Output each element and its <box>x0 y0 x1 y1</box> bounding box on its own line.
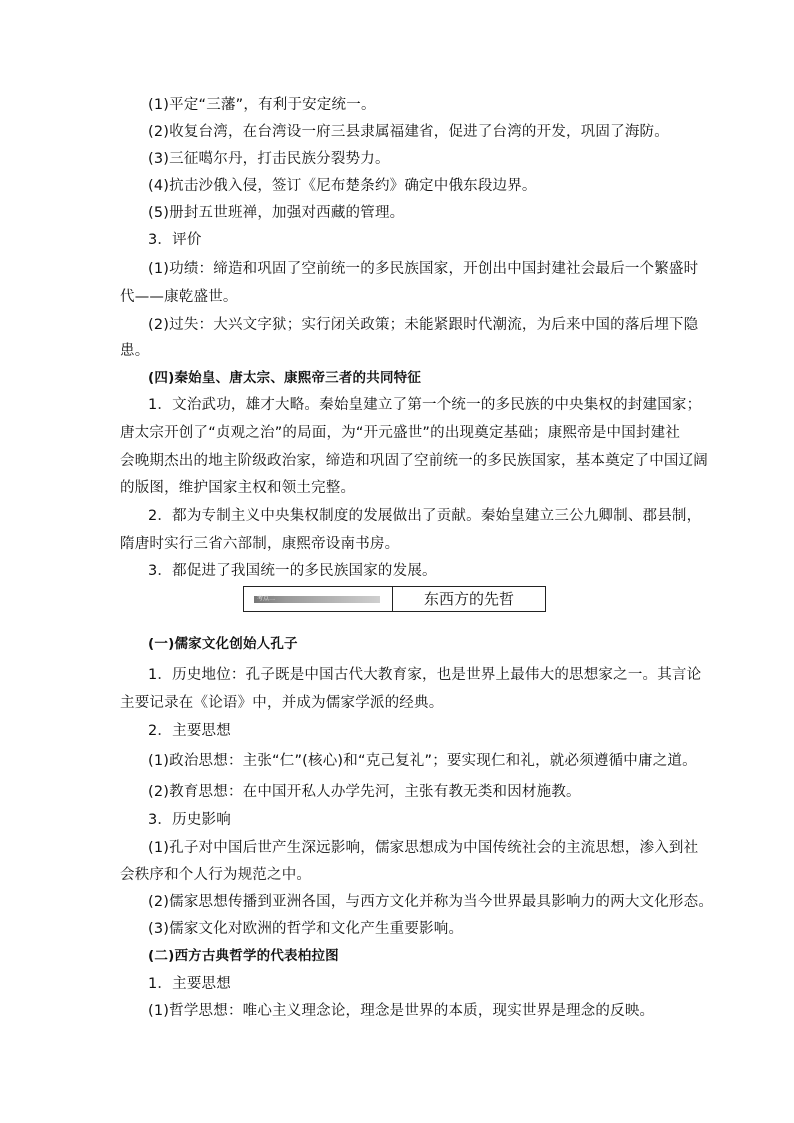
text-line: (1)政治思想：主张“仁”(核心)和“克己复礼”；要实现仁和礼，就必须遵循中庸之道。 <box>148 753 697 769</box>
text-line: 隋唐时实行三省六部制，康熙帝设南书房。 <box>120 536 400 552</box>
heading-evaluation: 3．评价 <box>148 232 202 248</box>
section-tag-banner <box>254 596 380 603</box>
section-title: 东西方的先哲 <box>423 590 514 608</box>
text-line: (3)三征噶尔丹，打击民族分裂势力。 <box>148 151 390 167</box>
text-line: (2)收复台湾，在台湾设一府三县隶属福建省，促进了台湾的开发，巩固了海防。 <box>148 124 669 140</box>
heading-historical-influence: 3．历史影响 <box>148 812 231 828</box>
subheading-common-features: (四)秦始皇、唐太宗、康熙帝三者的共同特征 <box>148 370 422 386</box>
text-line: 主要记录在《论语》中，并成为儒家学派的经典。 <box>120 695 444 711</box>
text-line: (5)册封五世班禅，加强对西藏的管理。 <box>148 205 405 221</box>
text-line: 1．文治武功，雄才大略。秦始皇建立了第一个统一的多民族的中央集权的封建国家； <box>148 397 702 413</box>
text-line: 唐太宗开创了“贞观之治”的局面，为“开元盛世”的出现奠定基础；康熙帝是中国封建社 <box>120 425 681 441</box>
section-tag-label: 考点二 <box>257 595 276 602</box>
text-line: (2)过失：大兴文字狱；实行闭关政策；未能紧跟时代潮流，为后来中国的落后埋下隐 <box>148 317 699 333</box>
text-line: (2)教育思想：在中国开私人办学先河，主张有教无类和因材施教。 <box>148 784 581 800</box>
text-line: 代——康乾盛世。 <box>120 289 238 305</box>
section-header-box <box>243 586 546 612</box>
subheading-confucius: (一)儒家文化创始人孔子 <box>148 636 298 652</box>
heading-main-ideas-plato: 1．主要思想 <box>148 976 231 992</box>
text-line: (4)抗击沙俄入侵，签订《尼布楚条约》确定中俄东段边界。 <box>148 178 537 194</box>
text-line: 会秩序和个人行为规范之中。 <box>120 867 312 883</box>
subheading-plato: (二)西方古典哲学的代表柏拉图 <box>148 948 339 964</box>
text-line: 2．都为专制主义中央集权制度的发展做出了贡献。秦始皇建立三公九卿制、郡县制， <box>148 508 702 524</box>
text-line: (1)平定“三藩”，有利于安定统一。 <box>148 97 376 113</box>
text-line: 患。 <box>120 343 150 359</box>
text-line: 3．都促进了我国统一的多民族国家的发展。 <box>148 563 437 579</box>
section-tag-cell <box>244 587 393 611</box>
text-line: (2)儒家思想传播到亚洲各国，与西方文化并称为当今世界最具影响力的两大文化形态。 <box>148 894 714 910</box>
text-line: 1．历史地位：孔子既是中国古代大教育家，也是世界上最伟大的思想家之一。其言论 <box>148 667 702 683</box>
text-line: (1)哲学思想：唯心主义理念论，理念是世界的本质，现实世界是理念的反映。 <box>148 1003 655 1019</box>
text-line: (3)儒家文化对欧洲的哲学和文化产生重要影响。 <box>148 921 464 937</box>
text-line: (1)孔子对中国后世产生深远影响，儒家思想成为中国传统社会的主流思想，渗入到社 <box>148 840 699 856</box>
text-line: 的版图，维护国家主权和领土完整。 <box>120 480 356 496</box>
heading-main-ideas: 2．主要思想 <box>148 723 231 739</box>
text-line: 会晚期杰出的地主阶级政治家，缔造和巩固了空前统一的多民族国家，基本奠定了中国辽阔 <box>120 453 708 469</box>
text-line: (1)功绩：缔造和巩固了空前统一的多民族国家，开创出中国封建社会最后一个繁盛时 <box>148 261 699 277</box>
